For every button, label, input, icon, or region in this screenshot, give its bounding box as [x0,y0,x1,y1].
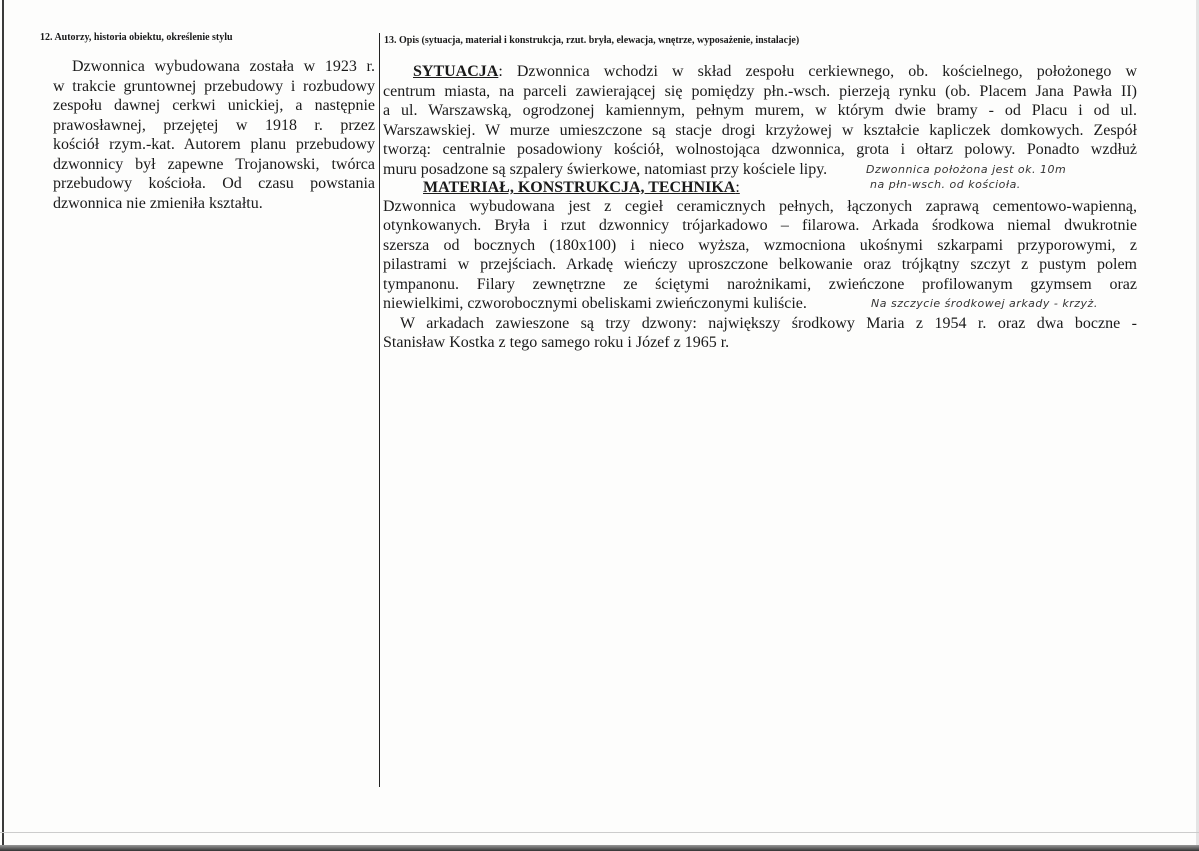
column-divider [379,33,380,787]
scan-edge [0,845,1199,851]
text-line: a ul. Warszawską, ogrodzonej kamiennym, pełnym murem, w którym dwie bramy - od Placu i od ul. [383,102,1137,119]
text-span: : Dzwonnica wchodzi w skład zespołu cerkiewnego, ob. kościelnego, położonego w [498,63,1137,80]
text-line: zespołu dawnej cerkwi unickiej, a następnie [53,97,375,114]
text-line: dzwonnicy był zapewne Trojanowski, twórca [53,156,375,173]
text-line: przebudowy kościoła. Od czasu powstania [53,175,375,192]
text-line: muru posadzone są szpalery świerkowe, natomiast przy kościele lipy. [383,161,828,178]
section-13-header: 13. Opis (sytuacja, materiał i konstrukcja, rzut. bryła, elewacja, wnętrze, wyposażenie, instalacje) [384,35,800,46]
text-line: Warszawskiej. W murze umieszczone są stacje drogi krzyżowej w kształcie kapliczek domkowych. Zespół [383,122,1137,139]
text-line: centrum miasta, na parceli zawierającej się pomiędzy płn.-wsch. pierzeją rynku (ob. Placem Jana Pawła II) [383,83,1137,100]
text-line: Dzwonnica wybudowana została w 1923 r. [72,58,375,75]
situation-heading: SYTUACJA [413,63,499,80]
handwritten-note: Na szczycie środkowej arkady - krzyż. [871,297,1098,310]
text-line: tympanonu. Filary zewnętrzne ze ściętymi narożnikami, zwieńczone profilowanym gzymsem oraz [383,276,1137,293]
text-line: w trakcie gruntownej przebudowy i rozbudowy [53,78,375,95]
material-heading: MATERIAŁ, KONSTRUKCJA, TECHNIKA: [423,179,740,196]
text-line: pilastrami w przejściach. Arkadę wieńczy uproszczone belkowanie oraz trójkątny szczyt z pustym polem [383,256,1137,273]
text-line: Stanisław Kostka z tego samego roku i Józef z 1965 r. [383,334,730,351]
text-line: W arkadach zawieszone są trzy dzwony: największy środkowy Maria z 1954 r. oraz dwa boczne - [400,315,1137,332]
text-line: prawosławnej, przejętej w 1918 r. przez [53,117,375,134]
text-line: Dzwonnica wybudowana jest z cegieł ceramicznych pełnych, łączonych zaprawą cementowo-wapienną, [383,198,1137,215]
text-line: tworzą: centralnie posadowiony kościół, wolnostojąca dzwonnica, grota i ołtarz polowy. Ponadto wzdłuż [383,141,1137,158]
section-12-header: 12. Autorzy, historia obiektu, określenie stylu [40,32,233,43]
text-line: kościół rzym.-kat. Autorem planu przebudowy [53,136,375,153]
text-line: niewielkimi, czworobocznymi obeliskami zwieńczonymi kuliście. [383,295,807,312]
material-heading-text: MATERIAŁ, KONSTRUKCJA, TECHNIKA [423,179,736,196]
text-line [413,62,1137,81]
text-line: szersza od bocznych (180x100) i nieco wyższa, wzmocniona ukośnymi szkarpami przyporowymi, z [383,237,1137,254]
text-line: dzwonnica nie zmieniła kształtu. [53,195,263,212]
handwritten-note: na płn-wsch. od kościoła. [870,178,1021,191]
text-line: otynkowanych. Bryła i rzut dzwonnicy trójarkadowo – filarowa. Arkada środkowa niemal dwukrotnie [383,217,1137,234]
page-edge [2,0,4,851]
bottom-rule [0,832,1199,833]
handwritten-note: Dzwonnica położona jest ok. 10m [866,163,1067,176]
